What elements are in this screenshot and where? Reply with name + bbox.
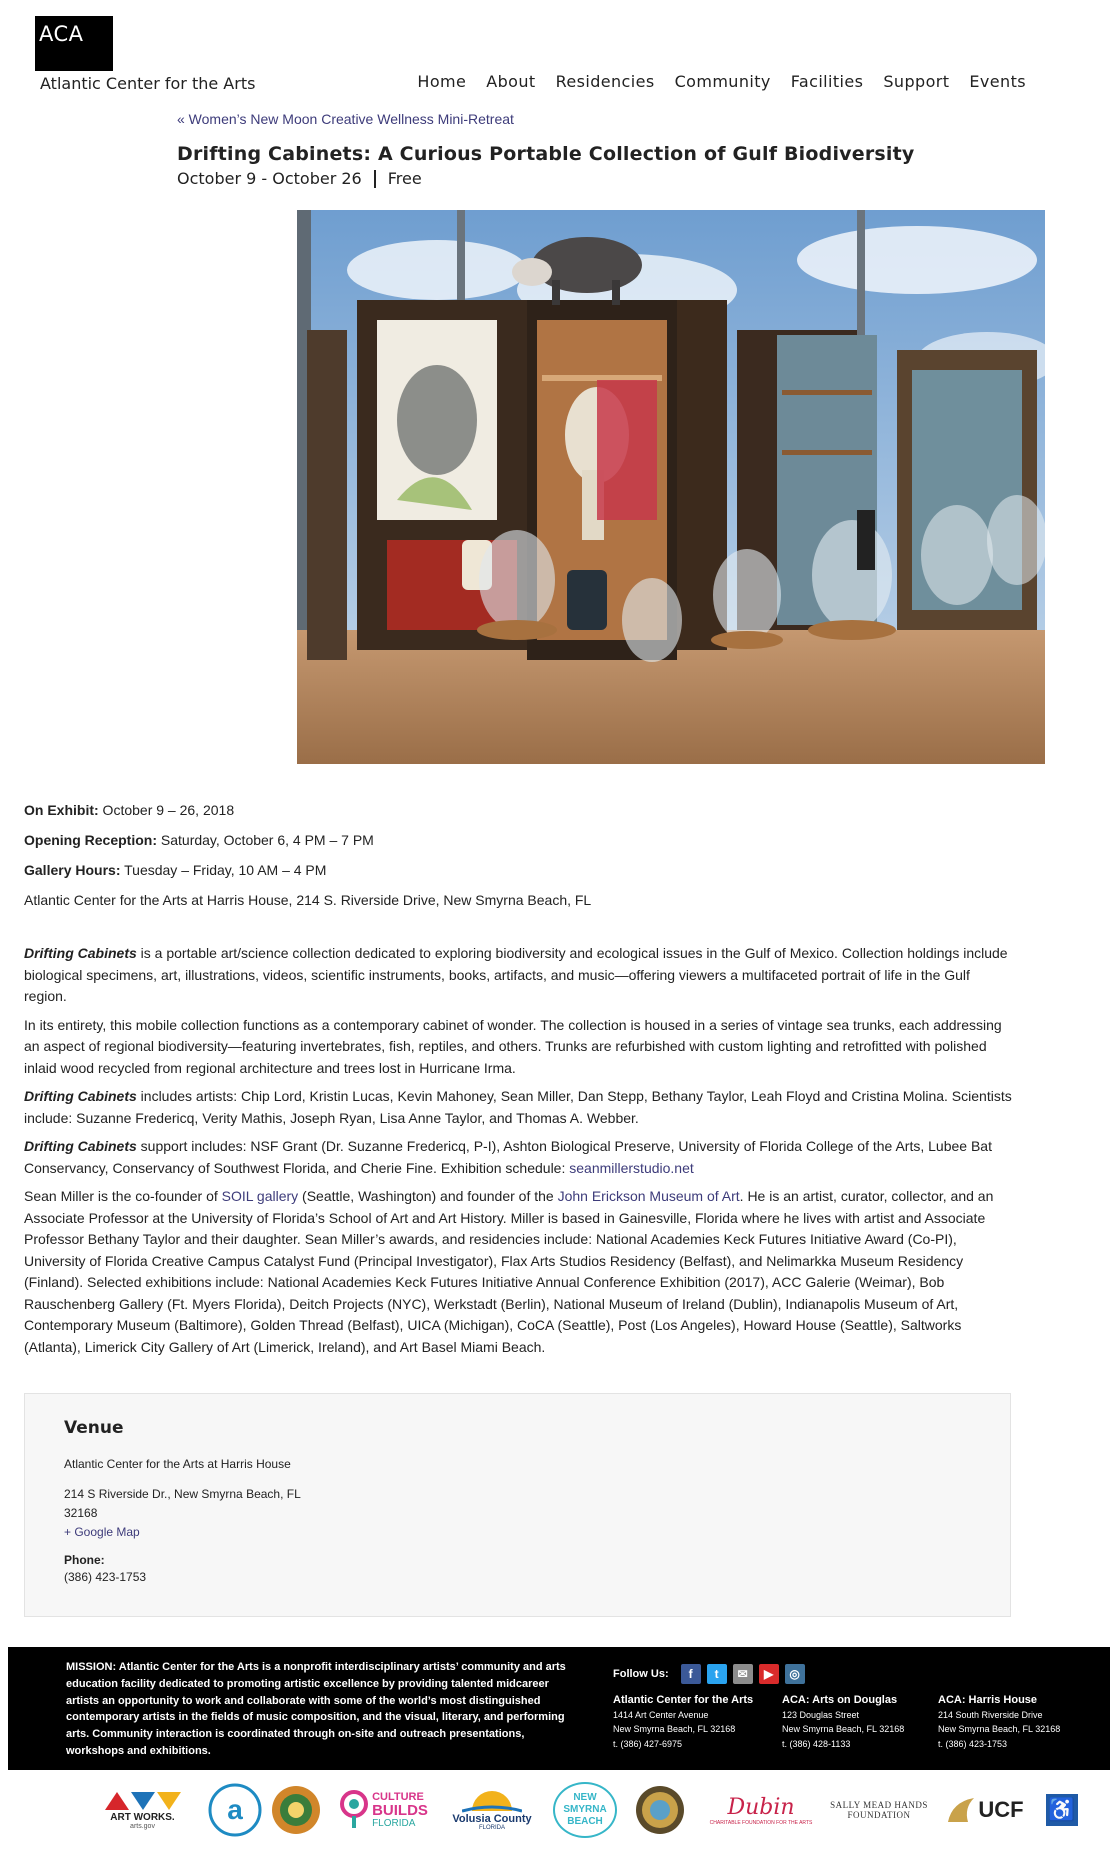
event-date: October 9 - October 26	[177, 169, 362, 188]
paragraph-text: support includes: NSF Grant (Dr. Suzanne Fredericq, P-I), Ashton Biological Preserve, University of Florida College of the Arts, Lubee Bat Conservancy, Conservancy of Southwest Florida, and Cherie Fine. Exhibition schedule:	[24, 1138, 992, 1176]
sally-mead-hands-logo[interactable]	[824, 1781, 934, 1839]
mission-text: Atlantic Center for the Arts is a nonprofit interdisciplinary artists’ community and arts education facility dedicated to promoting artistic excellence by providing talented midcareer artists an opportunity to work and collaborate with some of the world’s most distinguished contemporary artists in the fields of music composition, and the visual, literary, and performing arts. Community interaction is coordinated through on-site and outreach presentations, workshops and exhibitions.	[66, 1661, 566, 1757]
follow-us	[613, 1664, 805, 1684]
project-name: Drifting Cabinets	[24, 1088, 137, 1104]
description-paragraph-1	[24, 943, 1014, 1008]
accessibility-logo[interactable]	[1044, 1781, 1080, 1839]
location-name: ACA: Harris House	[938, 1694, 1038, 1706]
exhibit-row	[24, 795, 1014, 825]
hours-label: Gallery Hours:	[24, 862, 121, 878]
instagram-icon[interactable]: ◎	[785, 1664, 805, 1684]
venue-heading: Venue	[64, 1418, 124, 1438]
builds-text: BUILDS	[372, 1801, 428, 1819]
nav-facilities[interactable]: Facilities	[790, 72, 864, 91]
nav-support[interactable]: Support	[883, 72, 950, 91]
pegasus-icon	[946, 1796, 976, 1824]
studio-link[interactable]: seanmillerstudio.net	[569, 1159, 694, 1176]
description-paragraph-2: In its entirety, this mobile collection functions as a contemporary cabinet of wonder. The collection is housed in a series of vintage sea trunks, each addressing an aspect of regional biodiversity—featuring invertebrates, fish, reptiles, and others. Trunks are refurbished with custom lighting and retrofitted with polished inlaid wood recycled from regional architecture and trees lost in Hurricane Irma.	[24, 1016, 1002, 1076]
volusia-text: Volusia County	[452, 1813, 532, 1825]
nav-residencies[interactable]: Residencies	[555, 72, 655, 91]
florida-seal-logo[interactable]	[268, 1781, 324, 1839]
dubin-sub: CHARITABLE FOUNDATION FOR THE ARTS	[709, 1819, 813, 1826]
mission-label: MISSION:	[66, 1661, 117, 1673]
exhibit-label: On Exhibit:	[24, 802, 99, 818]
location-phone: t. (386) 428-1133	[782, 1738, 851, 1749]
location-phone: t. (386) 427-6975	[613, 1738, 683, 1749]
mission-statement	[66, 1659, 566, 1760]
event-location: Atlantic Center for the Arts at Harris House, 214 S. Riverside Drive, New Smyrna Beach, FL	[24, 892, 592, 908]
location-name: Atlantic Center for the Arts	[613, 1694, 754, 1706]
location-street: 123 Douglas Street	[782, 1709, 860, 1720]
venue-name: Atlantic Center for the Arts at Harris House	[64, 1457, 291, 1471]
paragraph-text: includes artists: Chip Lord, Kristin Lucas, Kevin Mahoney, Sean Miller, Dan Stepp, Bethany Taylor, Leah Floyd and Cristina Molina. Scientists include: Suzanne Fredericq, Verity Mathis, Joseph Ryan, Lisa Anne Taylor, and Thomas A. Webber.	[24, 1088, 1012, 1126]
previous-event-link[interactable]: « Women’s New Moon Creative Wellness Mini-Retreat	[177, 111, 514, 127]
dubin-foundation-logo[interactable]	[700, 1781, 822, 1839]
alliance-circle-icon	[208, 1783, 262, 1837]
nea-art-works-logo[interactable]	[100, 1781, 185, 1839]
event-details	[24, 795, 1014, 915]
event-cost: Free	[387, 169, 422, 188]
venue-zip: 32168	[64, 1506, 98, 1520]
venue-address: 214 S Riverside Dr., New Smyrna Beach, FL	[64, 1487, 301, 1501]
location-aca	[613, 1693, 753, 1751]
nsb-smyrna: SMYRNA	[563, 1804, 607, 1815]
date-separator	[374, 170, 376, 188]
svg-text:a: a	[227, 1794, 243, 1825]
site-footer	[8, 1647, 1110, 1770]
sally-text-2: FOUNDATION	[847, 1810, 911, 1820]
volusia-county-logo[interactable]	[444, 1781, 540, 1839]
location-street: 1414 Art Center Avenue	[613, 1709, 709, 1720]
volusia-sub: FLORIDA	[478, 1825, 505, 1831]
location-city: New Smyrna Beach, FL 32168	[938, 1724, 1061, 1734]
location-city: New Smyrna Beach, FL 32168	[613, 1724, 736, 1734]
culture-text: CULTURE	[372, 1790, 424, 1803]
nsb-new: NEW	[573, 1792, 597, 1803]
sally-text-1: SALLY MEAD HANDS	[830, 1800, 928, 1810]
phone-label: Phone:	[64, 1553, 105, 1567]
event-title: Drifting Cabinets: A Curious Portable Collection of Gulf Biodiversity	[177, 143, 915, 165]
art-works-sub: arts.gov	[130, 1823, 155, 1830]
reception-label: Opening Reception:	[24, 832, 157, 848]
description-paragraph-4	[24, 1136, 1014, 1179]
paragraph-text: . He is an artist, curator, collector, and an Associate Professor at the University of Florida’s School of Art and Art History. Miller is based in Gainesville, Florida where he lives with artist and Associate Professor Bethany Taylor and their daughter. Sean Miller’s awards, and residencies include: National Academies Keck Futures Initiative Award (Co-PI), University of Florida Creative Campus Catalyst Fund (Principal Investigator), Flax Arts Studios Residency (Belfast), and Nelimarkka Museum Residency (Finland). Selected exhibitions include: National Academies Keck Futures Initiative Annual Conference Exhibition (2017), ACC Galerie (Weimar), Bob Rauschenberg Gallery (Ft. Myers Florida), Deitch Projects (NYC), Werkstadt (Berlin), National Museum of Ireland (Dublin), Indianapolis Museum of Art, Contemporary Museum (Baltimore), Golden Thread (Belfast), UICA (Michigan), CoCA (Seattle), Post (Los Angeles), Howard House (Seattle), Saltworks (Atlanta), Limerick City Gallery of Art (Limerick, Ireland), and Art Basel Miami Beach.	[24, 1188, 994, 1355]
event-photo	[297, 210, 1045, 764]
city-seal-icon	[634, 1784, 686, 1836]
soil-gallery-link[interactable]: SOIL gallery	[221, 1188, 299, 1204]
city-seal-logo[interactable]	[632, 1781, 688, 1839]
paragraph-text: (Seattle, Washington) and founder of the	[298, 1188, 558, 1204]
location-street: 214 South Riverside Drive	[938, 1709, 1043, 1720]
twitter-icon[interactable]: t	[707, 1664, 727, 1684]
logo-text: ACA	[39, 22, 84, 46]
sponsor-logos	[0, 1775, 1110, 1845]
site-name[interactable]: Atlantic Center for the Arts	[40, 74, 256, 93]
venue-box	[24, 1393, 1011, 1617]
dubin-text: Dubin	[727, 1794, 795, 1820]
flower-icon	[338, 1790, 370, 1830]
seal-icon	[270, 1784, 322, 1836]
event-date-row	[177, 169, 422, 188]
hours-value: Tuesday – Friday, 10 AM – 4 PM	[120, 862, 327, 878]
email-icon[interactable]: ✉	[733, 1664, 753, 1684]
community-arts-alliance-logo[interactable]	[205, 1781, 265, 1839]
location-city: New Smyrna Beach, FL 32168	[782, 1724, 905, 1734]
location-harris-house	[938, 1693, 1060, 1751]
art-works-text: ART WORKS.	[110, 1812, 175, 1823]
event-description	[24, 943, 1014, 1365]
john-erickson-museum-link[interactable]: John Erickson Museum of Art	[557, 1188, 740, 1204]
nav-home[interactable]: Home	[417, 72, 467, 91]
project-name: Drifting Cabinets	[24, 945, 137, 961]
sun-icon	[462, 1789, 522, 1813]
paragraph-text: is a portable art/science collection dedicated to exploring biodiversity and ecological issues in the Gulf of Mexico. Collection holdings include biological specimens, art, illustrations, videos, scientific instruments, books, artifacts, and music—offering viewers a multifaceted portrait of life in the Gulf region.	[24, 945, 1008, 1004]
description-paragraph-3	[24, 1086, 1014, 1129]
location-arts-on-douglas	[782, 1693, 904, 1751]
culture-builds-florida-logo[interactable]	[332, 1781, 434, 1839]
main-nav	[417, 72, 1026, 91]
paragraph-text: Sean Miller is the co-founder of	[24, 1188, 222, 1204]
ucf-logo[interactable]	[940, 1781, 1030, 1839]
aca-logo[interactable]	[35, 16, 113, 71]
ucf-text: UCF	[978, 1797, 1024, 1822]
description-paragraph-5	[24, 1186, 1014, 1358]
nea-triangles-icon	[103, 1790, 183, 1812]
facebook-icon[interactable]: f	[681, 1664, 701, 1684]
follow-label: Follow Us:	[613, 1668, 669, 1680]
nav-community[interactable]: Community	[674, 72, 771, 91]
youtube-icon[interactable]: ▶	[759, 1664, 779, 1684]
venue-phone: (386) 423-1753	[64, 1570, 147, 1584]
hours-row	[24, 855, 1014, 885]
location-phone: t. (386) 423-1753	[938, 1738, 1008, 1749]
florida-text: FLORIDA	[372, 1817, 416, 1829]
project-name: Drifting Cabinets	[24, 1138, 137, 1154]
exhibit-value: October 9 – 26, 2018	[98, 802, 235, 818]
wheelchair-icon: ♿	[1046, 1794, 1078, 1826]
reception-value: Saturday, October 6, 4 PM – 7 PM	[157, 832, 374, 848]
reception-row	[24, 825, 1014, 855]
nav-events[interactable]: Events	[969, 72, 1026, 91]
new-smyrna-beach-logo[interactable]	[550, 1781, 620, 1839]
google-map-link[interactable]: + Google Map	[64, 1525, 140, 1539]
nav-about[interactable]: About	[486, 72, 536, 91]
nsb-beach: BEACH	[567, 1816, 603, 1827]
location-name: ACA: Arts on Douglas	[782, 1694, 898, 1706]
